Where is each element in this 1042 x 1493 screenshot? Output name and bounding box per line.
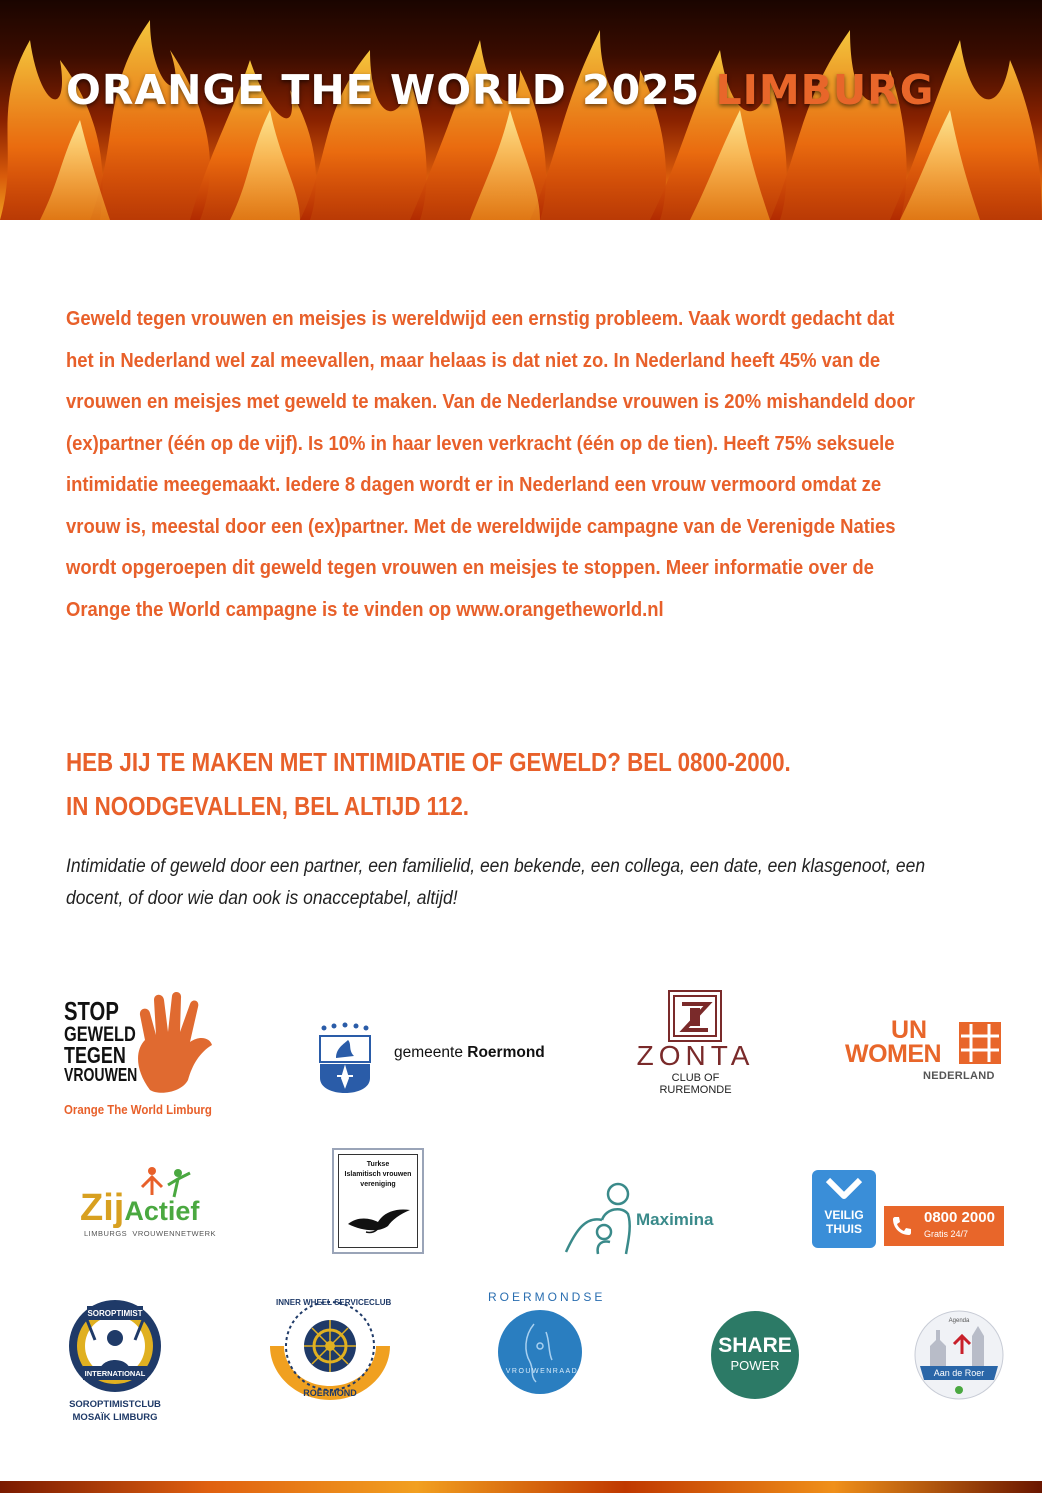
stop-caption: Orange The World Limburg	[64, 1102, 212, 1117]
zonta-emblem-icon	[668, 990, 722, 1042]
zij-word: Zij	[80, 1187, 125, 1229]
turkse-text	[334, 1160, 422, 1190]
turkse-l1: Turkse	[366, 1161, 390, 1168]
inner-wheel-ring-text: INNER WHEEL SERVICECLUB	[276, 1298, 392, 1307]
logo-maximina	[562, 1180, 742, 1258]
roermond-name: Roermond	[467, 1044, 545, 1061]
vrouwenraad-top: ROERMONDSE	[488, 1290, 606, 1304]
power-word: POWER	[730, 1358, 780, 1373]
intro-paragraph: Geweld tegen vrouwen en meisjes is wereldwijd een ernstig probleem. Vaak wordt gedacht dat het in Nederland wel zal meevallen, maar helaas is dat niet zo. In Nederland heeft 45% van de vrouwen en meisjes met geweld te maken. Van de Nederlandse vrouwen is 20% mishandeld door (ex)partner (één op de vijf). Is 10% in haar leven verkracht (één op de tien). Heeft 75% seksuele intimidatie meegemaakt. Iedere 8 dagen wordt er in Nederland een vrouw vermoord omdat ze vrouw is, meestal door een (ex)partner. Met de wereldwijde campagne van de Verenigde Naties wordt opgeroepen dit geweld tegen vrouwen en meisjes te stoppen. Meer informatie over de Orange the World campagne is te vinden op www.orangetheworld.nl	[66, 307, 915, 621]
banner-title-main: ORANGE THE WORLD 2025	[66, 66, 701, 114]
logo-vrouwenraad	[488, 1290, 606, 1398]
tegen-word: TEGEN	[64, 1042, 126, 1068]
logo-veilig-thuis	[812, 1170, 1004, 1250]
vrouwen-word: VROUWEN	[64, 1065, 138, 1085]
thuis-word: THUIS	[826, 1222, 862, 1236]
logo-aan-de-roer	[914, 1310, 1004, 1400]
helpline-alert	[66, 740, 926, 828]
soroptimist-club: SOROPTIMISTCLUB	[69, 1399, 161, 1410]
unwomen-symbol-icon	[957, 1020, 1003, 1066]
share-word: SHARE	[718, 1334, 792, 1357]
geweld-word: GEWELD	[64, 1023, 136, 1046]
dove-icon	[344, 1206, 414, 1236]
vrouwenraad-inner: VROUWENRAAD	[505, 1368, 579, 1375]
actief-word: Actief	[124, 1196, 200, 1226]
zij-sub-netwerk: VROUWENNETWERK	[132, 1229, 217, 1238]
logo-zonta	[628, 990, 763, 1100]
banner-title	[66, 66, 934, 114]
bottom-fire-strip	[0, 1481, 1042, 1493]
roermond-wordmark	[394, 1044, 545, 1062]
turkse-l3: vereniging	[360, 1181, 396, 1188]
fire-banner	[0, 0, 1042, 220]
logo-turkse-vereniging	[332, 1148, 424, 1254]
unwomen-nederland: NEDERLAND	[923, 1070, 995, 1082]
heart-check-icon	[824, 1174, 864, 1202]
zonta-subtitle	[628, 1072, 763, 1096]
banner-title-accent: LIMBURG	[715, 66, 935, 114]
handprint-icon	[130, 990, 220, 1095]
veilig-phone: 0800 2000	[924, 1209, 995, 1226]
logo-inner-wheel	[268, 1296, 392, 1406]
logo-gemeente-roermond	[318, 1022, 558, 1097]
stop-geweld-wordmark	[64, 998, 137, 1085]
helpline-line: HEB JIJ TE MAKEN MET INTIMIDATIE OF GEWELD? BEL 0800-2000.	[66, 747, 791, 777]
emergency-line: IN NOODGEVALLEN, BEL ALTIJD 112.	[66, 791, 469, 821]
logo-share-power	[710, 1310, 800, 1400]
unwomen-women: WOMEN	[845, 1040, 942, 1068]
unacceptable-note: Intimidatie of geweld door een partner, een familielid, een bekende, een collega, een date, een klasgenoot, een docent, of door wie dan ook is onacceptabel, altijd!	[66, 856, 926, 909]
zonta-ruremonde: RUREMONDE	[659, 1084, 732, 1096]
unwomen-un: UN	[891, 1016, 928, 1044]
logo-zij-actief	[80, 1165, 220, 1245]
inner-wheel-town: ROERMOND	[303, 1388, 357, 1398]
zonta-club-of: CLUB OF	[671, 1072, 720, 1084]
vrouwenraad-face-icon	[494, 1306, 590, 1396]
phone-icon	[890, 1214, 914, 1238]
logo-stop-geweld	[60, 990, 230, 1120]
maximina-figures-icon	[562, 1180, 634, 1256]
aan-de-roer-name: Aan de Roer	[933, 1368, 985, 1378]
roermond-prefix: gemeente	[394, 1044, 463, 1061]
soroptimist-ring-top: SOROPTIMIST	[87, 1309, 143, 1318]
zij-sub-limburgs: LIMBURGS	[84, 1229, 128, 1238]
aan-de-roer-top: Agenda	[948, 1318, 970, 1324]
stop-word: STOP	[64, 996, 119, 1026]
veilig-phone-box	[884, 1206, 1004, 1246]
soroptimist-ring-bottom: INTERNATIONAL	[84, 1369, 146, 1378]
veilig-thuis-text	[812, 1208, 876, 1236]
zij-actief-wordmark	[80, 1187, 199, 1230]
veilig-badge	[812, 1170, 876, 1248]
logo-un-women	[845, 1018, 1005, 1088]
soroptimist-club-text	[60, 1398, 170, 1424]
zonta-name: ZONTA	[636, 1040, 755, 1071]
roermond-crest-icon	[318, 1022, 372, 1094]
turkse-l2: Islamitisch vrouwen	[344, 1171, 412, 1178]
maximina-name: Maximina	[636, 1210, 714, 1229]
zij-subtitle	[84, 1229, 216, 1238]
soroptimist-mosaik: MOSAÏK LIMBURG	[72, 1412, 158, 1423]
veilig-word: VEILIG	[824, 1208, 864, 1222]
veilig-sub: Gratis 24/7	[924, 1229, 969, 1239]
logo-soroptimist	[60, 1298, 170, 1428]
